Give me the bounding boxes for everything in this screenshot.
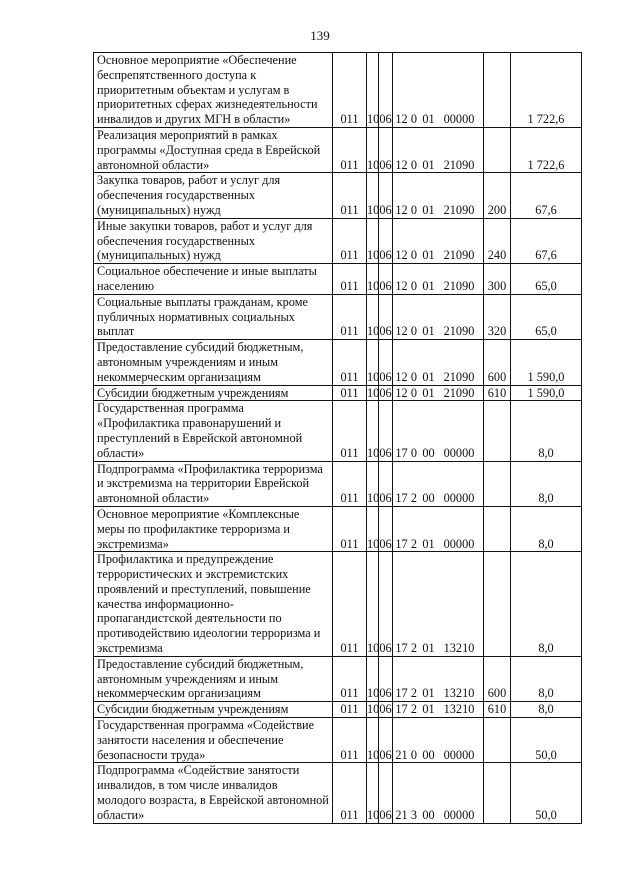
section-code: 10	[367, 506, 379, 551]
ministry-code: 011	[333, 763, 367, 823]
target-article-subprogram: 3	[410, 807, 418, 822]
table-row	[94, 385, 582, 401]
amount: 50,0	[511, 718, 582, 763]
section-code: 10	[367, 340, 379, 385]
ministry-code: 011	[333, 294, 367, 339]
target-article-program: 12	[395, 202, 408, 217]
subsection-code: 06	[379, 385, 392, 400]
target-article-code	[393, 385, 484, 401]
target-article-subprogram: 0	[410, 445, 418, 460]
expense-name: Предоставление субсидий бюджетным, автономным учреждениям и иным некоммерческим организациям	[94, 340, 333, 385]
target-article-program: 17	[395, 445, 408, 460]
expense-name: Профилактика и предупреждение террористических и экстремистских проявлений и преступлений, повышение качества информационно-пропагандистской деятельности по противодействию идеологии терроризма и экстремизма	[94, 552, 333, 657]
amount: 1 722,6	[511, 53, 582, 128]
target-article-event: 01	[422, 702, 435, 717]
ministry-code: 011	[333, 53, 367, 128]
target-article-direction: 00000	[443, 536, 475, 551]
target-article-direction: 21090	[443, 385, 475, 400]
section-code: 10	[367, 385, 380, 400]
amount: 67,6	[511, 218, 582, 263]
table-row	[94, 127, 582, 172]
target-article-subprogram: 0	[410, 202, 418, 217]
target-article-subprogram: 2	[410, 491, 418, 506]
ministry-code: 011	[333, 218, 367, 263]
table-row	[94, 702, 582, 718]
target-article-event: 00	[422, 807, 435, 822]
target-article-subprogram: 0	[410, 157, 418, 172]
section-code: 10	[367, 127, 379, 172]
expense-name: Основное мероприятие «Обеспечение беспрепятственного доступа к приоритетным объектам и услугам в приоритетных сферах жизнедеятельности инвалидов и других МГН в области»	[94, 53, 333, 128]
subsection-code: 06	[379, 702, 392, 717]
ministry-code: 011	[333, 702, 367, 718]
amount: 8,0	[511, 506, 582, 551]
target-article-event: 01	[422, 248, 435, 263]
table-row	[94, 340, 582, 385]
target-article-subprogram: 0	[410, 324, 418, 339]
table-row	[94, 718, 582, 763]
expense-type-code: 200	[484, 173, 511, 218]
expense-name: Иные закупки товаров, работ и услуг для обеспечения государственных (муниципальных) нужд	[94, 218, 333, 263]
target-article-event: 01	[422, 324, 435, 339]
section-code: 10	[367, 763, 379, 823]
expense-type-code	[484, 127, 511, 172]
section-code: 10	[367, 552, 379, 657]
ministry-code: 011	[333, 552, 367, 657]
section-code: 10	[367, 294, 379, 339]
target-article-code	[393, 173, 484, 218]
target-article-event: 00	[422, 445, 435, 460]
target-article-program: 12	[395, 248, 408, 263]
expense-type-code	[484, 506, 511, 551]
target-article-event: 01	[422, 278, 435, 293]
target-article-subprogram: 2	[410, 536, 418, 551]
budget-table	[93, 52, 582, 824]
target-article-direction: 21090	[443, 157, 475, 172]
table-row	[94, 264, 582, 295]
expense-type-code	[484, 763, 511, 823]
ministry-code: 011	[333, 385, 367, 401]
section-code: 10	[367, 702, 380, 717]
section-code: 10	[367, 718, 379, 763]
expense-type-code	[484, 53, 511, 128]
target-article-code	[393, 506, 484, 551]
target-article-event: 01	[422, 385, 435, 400]
expense-name: Реализация мероприятий в рамках программы «Доступная среда в Еврейской автономной области»	[94, 127, 333, 172]
table-row	[94, 53, 582, 128]
subsection-code: 06	[379, 506, 393, 551]
target-article-code	[393, 718, 484, 763]
target-article-program: 12	[395, 385, 408, 400]
target-article-program: 21	[395, 747, 408, 762]
target-article-program: 12	[395, 157, 408, 172]
subsection-code: 06	[379, 656, 393, 701]
target-article-code	[393, 340, 484, 385]
target-article-direction: 00000	[443, 445, 475, 460]
target-article-direction: 00000	[443, 491, 475, 506]
target-article-code	[393, 218, 484, 263]
table-row	[94, 656, 582, 701]
target-article-program: 21	[395, 807, 408, 822]
target-article-direction: 00000	[443, 807, 475, 822]
section-code: 10	[367, 173, 379, 218]
amount: 65,0	[511, 264, 582, 295]
ministry-code: 011	[333, 173, 367, 218]
subsection-code: 06	[379, 218, 393, 263]
expense-type-code	[484, 401, 511, 461]
expense-type-code: 300	[484, 264, 511, 295]
section-code: 10	[367, 461, 379, 506]
section-code: 10	[367, 53, 379, 128]
expense-name: Подпрограмма «Профилактика терроризма и экстремизма на территории Еврейской автономной области»	[94, 461, 333, 506]
target-article-direction: 13210	[443, 702, 475, 717]
target-article-program: 17	[395, 641, 408, 656]
expense-name: Государственная программа «Профилактика правонарушений и преступлений в Еврейской автономной области»	[94, 401, 333, 461]
expense-type-code: 600	[484, 340, 511, 385]
table-row	[94, 506, 582, 551]
table-row	[94, 218, 582, 263]
ministry-code: 011	[333, 461, 367, 506]
target-article-subprogram: 2	[410, 641, 418, 656]
target-article-program: 17	[395, 491, 408, 506]
ministry-code: 011	[333, 656, 367, 701]
amount: 50,0	[511, 763, 582, 823]
target-article-code	[393, 763, 484, 823]
target-article-subprogram: 0	[410, 248, 418, 263]
subsection-code: 06	[379, 294, 393, 339]
subsection-code: 06	[379, 264, 393, 295]
target-article-program: 12	[395, 112, 408, 127]
target-article-subprogram: 0	[410, 385, 418, 400]
expense-name: Социальные выплаты гражданам, кроме публичных нормативных социальных выплат	[94, 294, 333, 339]
subsection-code: 06	[379, 53, 393, 128]
amount: 8,0	[511, 552, 582, 657]
target-article-event: 01	[422, 202, 435, 217]
target-article-program: 12	[395, 278, 408, 293]
amount: 8,0	[511, 461, 582, 506]
expense-type-code: 600	[484, 656, 511, 701]
target-article-subprogram: 0	[410, 369, 418, 384]
target-article-event: 01	[422, 686, 435, 701]
target-article-code	[393, 461, 484, 506]
amount: 8,0	[511, 401, 582, 461]
target-article-event: 00	[422, 491, 435, 506]
target-article-event: 01	[422, 112, 435, 127]
amount: 1 590,0	[511, 340, 582, 385]
section-code: 10	[367, 656, 379, 701]
subsection-code: 06	[379, 718, 393, 763]
target-article-direction: 21090	[443, 248, 475, 263]
amount: 8,0	[511, 656, 582, 701]
section-code: 10	[367, 264, 379, 295]
target-article-subprogram: 0	[410, 112, 418, 127]
target-article-subprogram: 2	[410, 686, 418, 701]
page-number: 139	[310, 28, 330, 43]
section-code: 10	[367, 218, 379, 263]
target-article-direction: 21090	[443, 369, 475, 384]
expense-name: Субсидии бюджетным учреждениям	[94, 385, 333, 401]
expense-name: Субсидии бюджетным учреждениям	[94, 702, 333, 718]
ministry-code: 011	[333, 718, 367, 763]
target-article-code	[393, 552, 484, 657]
amount: 67,6	[511, 173, 582, 218]
target-article-program: 17	[395, 536, 408, 551]
target-article-direction: 21090	[443, 202, 475, 217]
amount: 1 590,0	[511, 385, 582, 401]
expense-type-code: 320	[484, 294, 511, 339]
target-article-program: 17	[395, 702, 408, 717]
expense-name: Предоставление субсидий бюджетным, автономным учреждениям и иным некоммерческим организациям	[94, 656, 333, 701]
table-row	[94, 173, 582, 218]
table-row	[94, 461, 582, 506]
ministry-code: 011	[333, 264, 367, 295]
target-article-event: 01	[422, 369, 435, 384]
target-article-subprogram: 0	[410, 278, 418, 293]
target-article-code	[393, 264, 484, 295]
target-article-subprogram: 2	[410, 702, 418, 717]
expense-name: Подпрограмма «Содействие занятости инвалидов, в том числе инвалидов молодого возраста, в Еврейской автономной области»	[94, 763, 333, 823]
target-article-direction: 13210	[443, 641, 475, 656]
expense-name: Основное мероприятие «Комплексные меры по профилактике терроризма и экстремизма»	[94, 506, 333, 551]
target-article-event: 01	[422, 641, 435, 656]
target-article-direction: 00000	[443, 747, 475, 762]
table-row	[94, 763, 582, 823]
target-article-direction: 13210	[443, 686, 475, 701]
amount: 65,0	[511, 294, 582, 339]
table-row	[94, 401, 582, 461]
target-article-direction: 21090	[443, 324, 475, 339]
target-article-subprogram: 0	[410, 747, 418, 762]
expense-type-code: 610	[484, 385, 511, 401]
expense-name: Социальное обеспечение и иные выплаты населению	[94, 264, 333, 295]
target-article-event: 01	[422, 536, 435, 551]
subsection-code: 06	[379, 340, 393, 385]
subsection-code: 06	[379, 763, 393, 823]
target-article-code	[393, 702, 484, 718]
subsection-code: 06	[379, 401, 393, 461]
expense-name: Государственная программа «Содействие занятости населения и обеспечение безопасности труда»	[94, 718, 333, 763]
subsection-code: 06	[379, 461, 393, 506]
target-article-code	[393, 656, 484, 701]
subsection-code: 06	[379, 173, 393, 218]
ministry-code: 011	[333, 401, 367, 461]
subsection-code: 06	[379, 552, 393, 657]
amount: 1 722,6	[511, 127, 582, 172]
ministry-code: 011	[333, 506, 367, 551]
expense-type-code	[484, 461, 511, 506]
ministry-code: 011	[333, 127, 367, 172]
expense-type-code	[484, 718, 511, 763]
target-article-event: 01	[422, 157, 435, 172]
target-article-event: 00	[422, 747, 435, 762]
target-article-program: 12	[395, 369, 408, 384]
target-article-code	[393, 401, 484, 461]
target-article-code	[393, 294, 484, 339]
target-article-direction: 21090	[443, 278, 475, 293]
target-article-program: 17	[395, 686, 408, 701]
target-article-code	[393, 127, 484, 172]
table-row	[94, 294, 582, 339]
expense-type-code: 610	[484, 702, 511, 718]
expense-type-code	[484, 552, 511, 657]
expense-name: Закупка товаров, работ и услуг для обеспечения государственных (муниципальных) нужд	[94, 173, 333, 218]
target-article-code	[393, 53, 484, 128]
table-row	[94, 552, 582, 657]
ministry-code: 011	[333, 340, 367, 385]
amount: 8,0	[511, 702, 582, 718]
section-code: 10	[367, 401, 379, 461]
subsection-code: 06	[379, 127, 393, 172]
target-article-program: 12	[395, 324, 408, 339]
expense-type-code: 240	[484, 218, 511, 263]
target-article-direction: 00000	[443, 112, 475, 127]
